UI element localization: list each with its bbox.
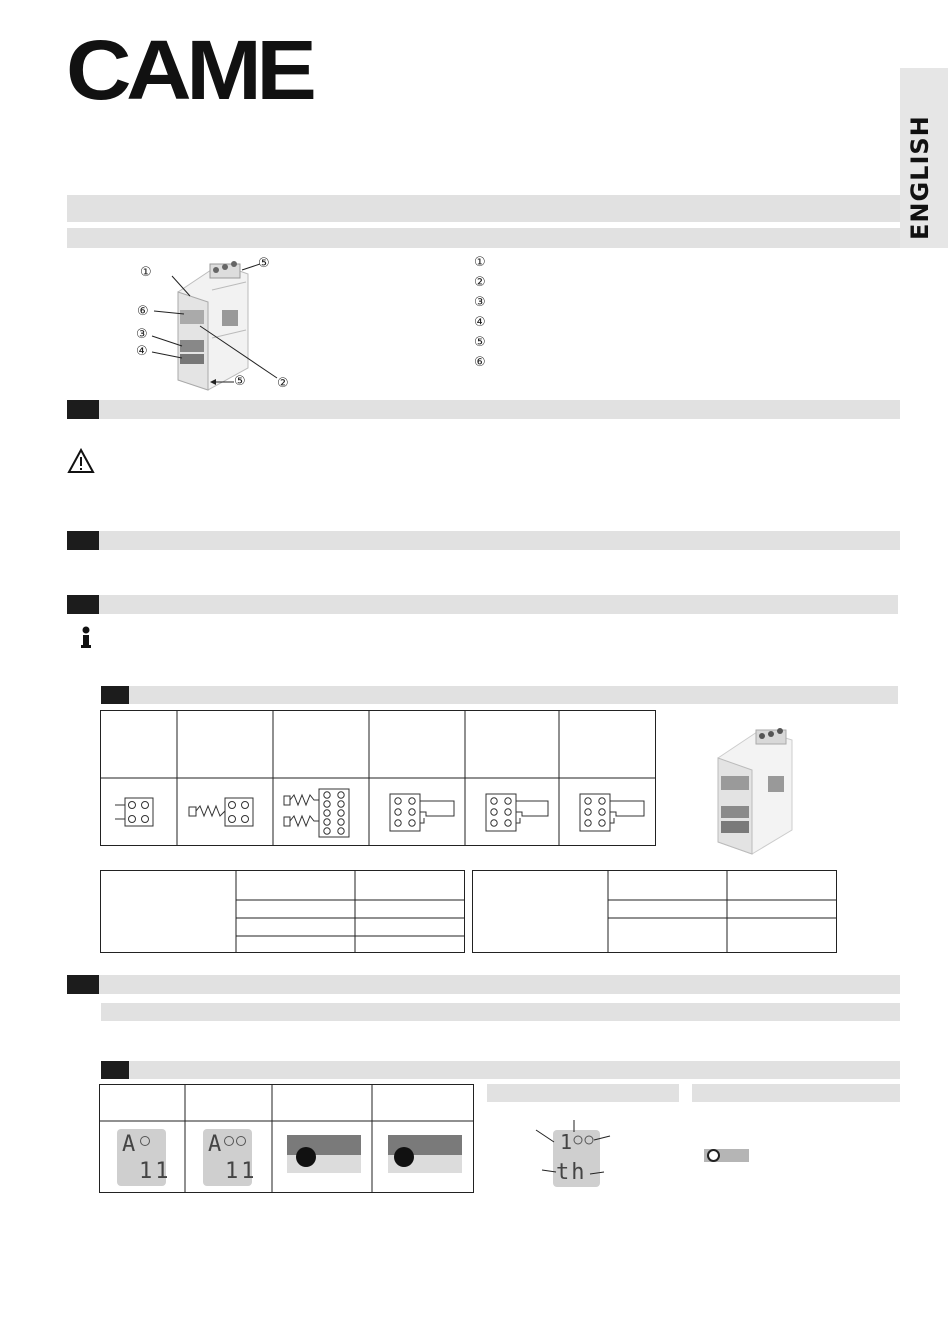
section-marker-1 — [67, 400, 99, 419]
section-marker-4 — [67, 975, 99, 994]
language-tab — [900, 68, 948, 248]
device-photo — [700, 718, 820, 861]
callout-2: ② — [277, 376, 289, 391]
display-panel-2 — [203, 1129, 258, 1186]
section-sub-band-4 — [101, 1003, 900, 1021]
came-logo: CAME — [66, 23, 312, 117]
adjust-display-diagram — [534, 1118, 614, 1195]
callout-5-top: ⑤ — [258, 256, 270, 271]
spec-table-left — [100, 870, 466, 959]
led-panel-band — [692, 1084, 900, 1102]
led-indicator — [704, 1149, 749, 1162]
legend-item: ③ — [474, 295, 486, 310]
legend-item: ⑤ — [474, 335, 486, 350]
led-icon — [707, 1149, 720, 1162]
device-illustration — [130, 250, 300, 400]
section-band-2 — [67, 531, 900, 550]
callout-5-bottom: ⑤ — [234, 374, 246, 389]
display-1-line1: A — [122, 1132, 136, 1157]
info-icon — [78, 626, 94, 655]
display-panel-1 — [117, 1129, 172, 1186]
callout-3: ③ — [136, 327, 148, 342]
subsection-marker-2 — [101, 1061, 129, 1079]
adjust-display-line2: th — [556, 1160, 587, 1185]
subsection-band-2 — [101, 1061, 900, 1079]
legend-item: ① — [474, 255, 486, 270]
component-legend — [474, 253, 486, 373]
callout-4: ④ — [136, 344, 148, 359]
display-2-line1: A — [208, 1132, 222, 1157]
warning-icon — [67, 448, 95, 479]
legend-item: ② — [474, 275, 486, 290]
indicator-dot-icon — [140, 1136, 150, 1146]
section-band-3 — [67, 595, 898, 614]
display-2-line2: 11 — [225, 1159, 258, 1184]
language-label: ENGLISH — [906, 115, 934, 240]
display-1-line2: 11 — [139, 1159, 172, 1184]
legend-item: ④ — [474, 315, 486, 330]
subsection-band-1 — [101, 686, 898, 704]
device-drawing — [130, 250, 300, 400]
title-band — [67, 195, 900, 222]
indicator-dot-icon — [236, 1136, 246, 1146]
subsection-marker-1 — [101, 686, 129, 704]
section-band-4 — [67, 975, 900, 994]
wiring-table — [100, 710, 657, 852]
section-marker-3 — [67, 595, 99, 614]
subtitle-band — [67, 228, 900, 248]
indicator-dot-icon — [224, 1136, 234, 1146]
callout-1: ① — [140, 265, 152, 280]
adjust-display-line1: 1 — [560, 1130, 573, 1154]
adjust-panel-band — [487, 1084, 679, 1102]
section-marker-2 — [67, 531, 99, 550]
spec-table-right — [472, 870, 838, 959]
section-band-1 — [67, 400, 900, 419]
callout-6: ⑥ — [137, 304, 149, 319]
legend-item: ⑥ — [474, 355, 486, 370]
